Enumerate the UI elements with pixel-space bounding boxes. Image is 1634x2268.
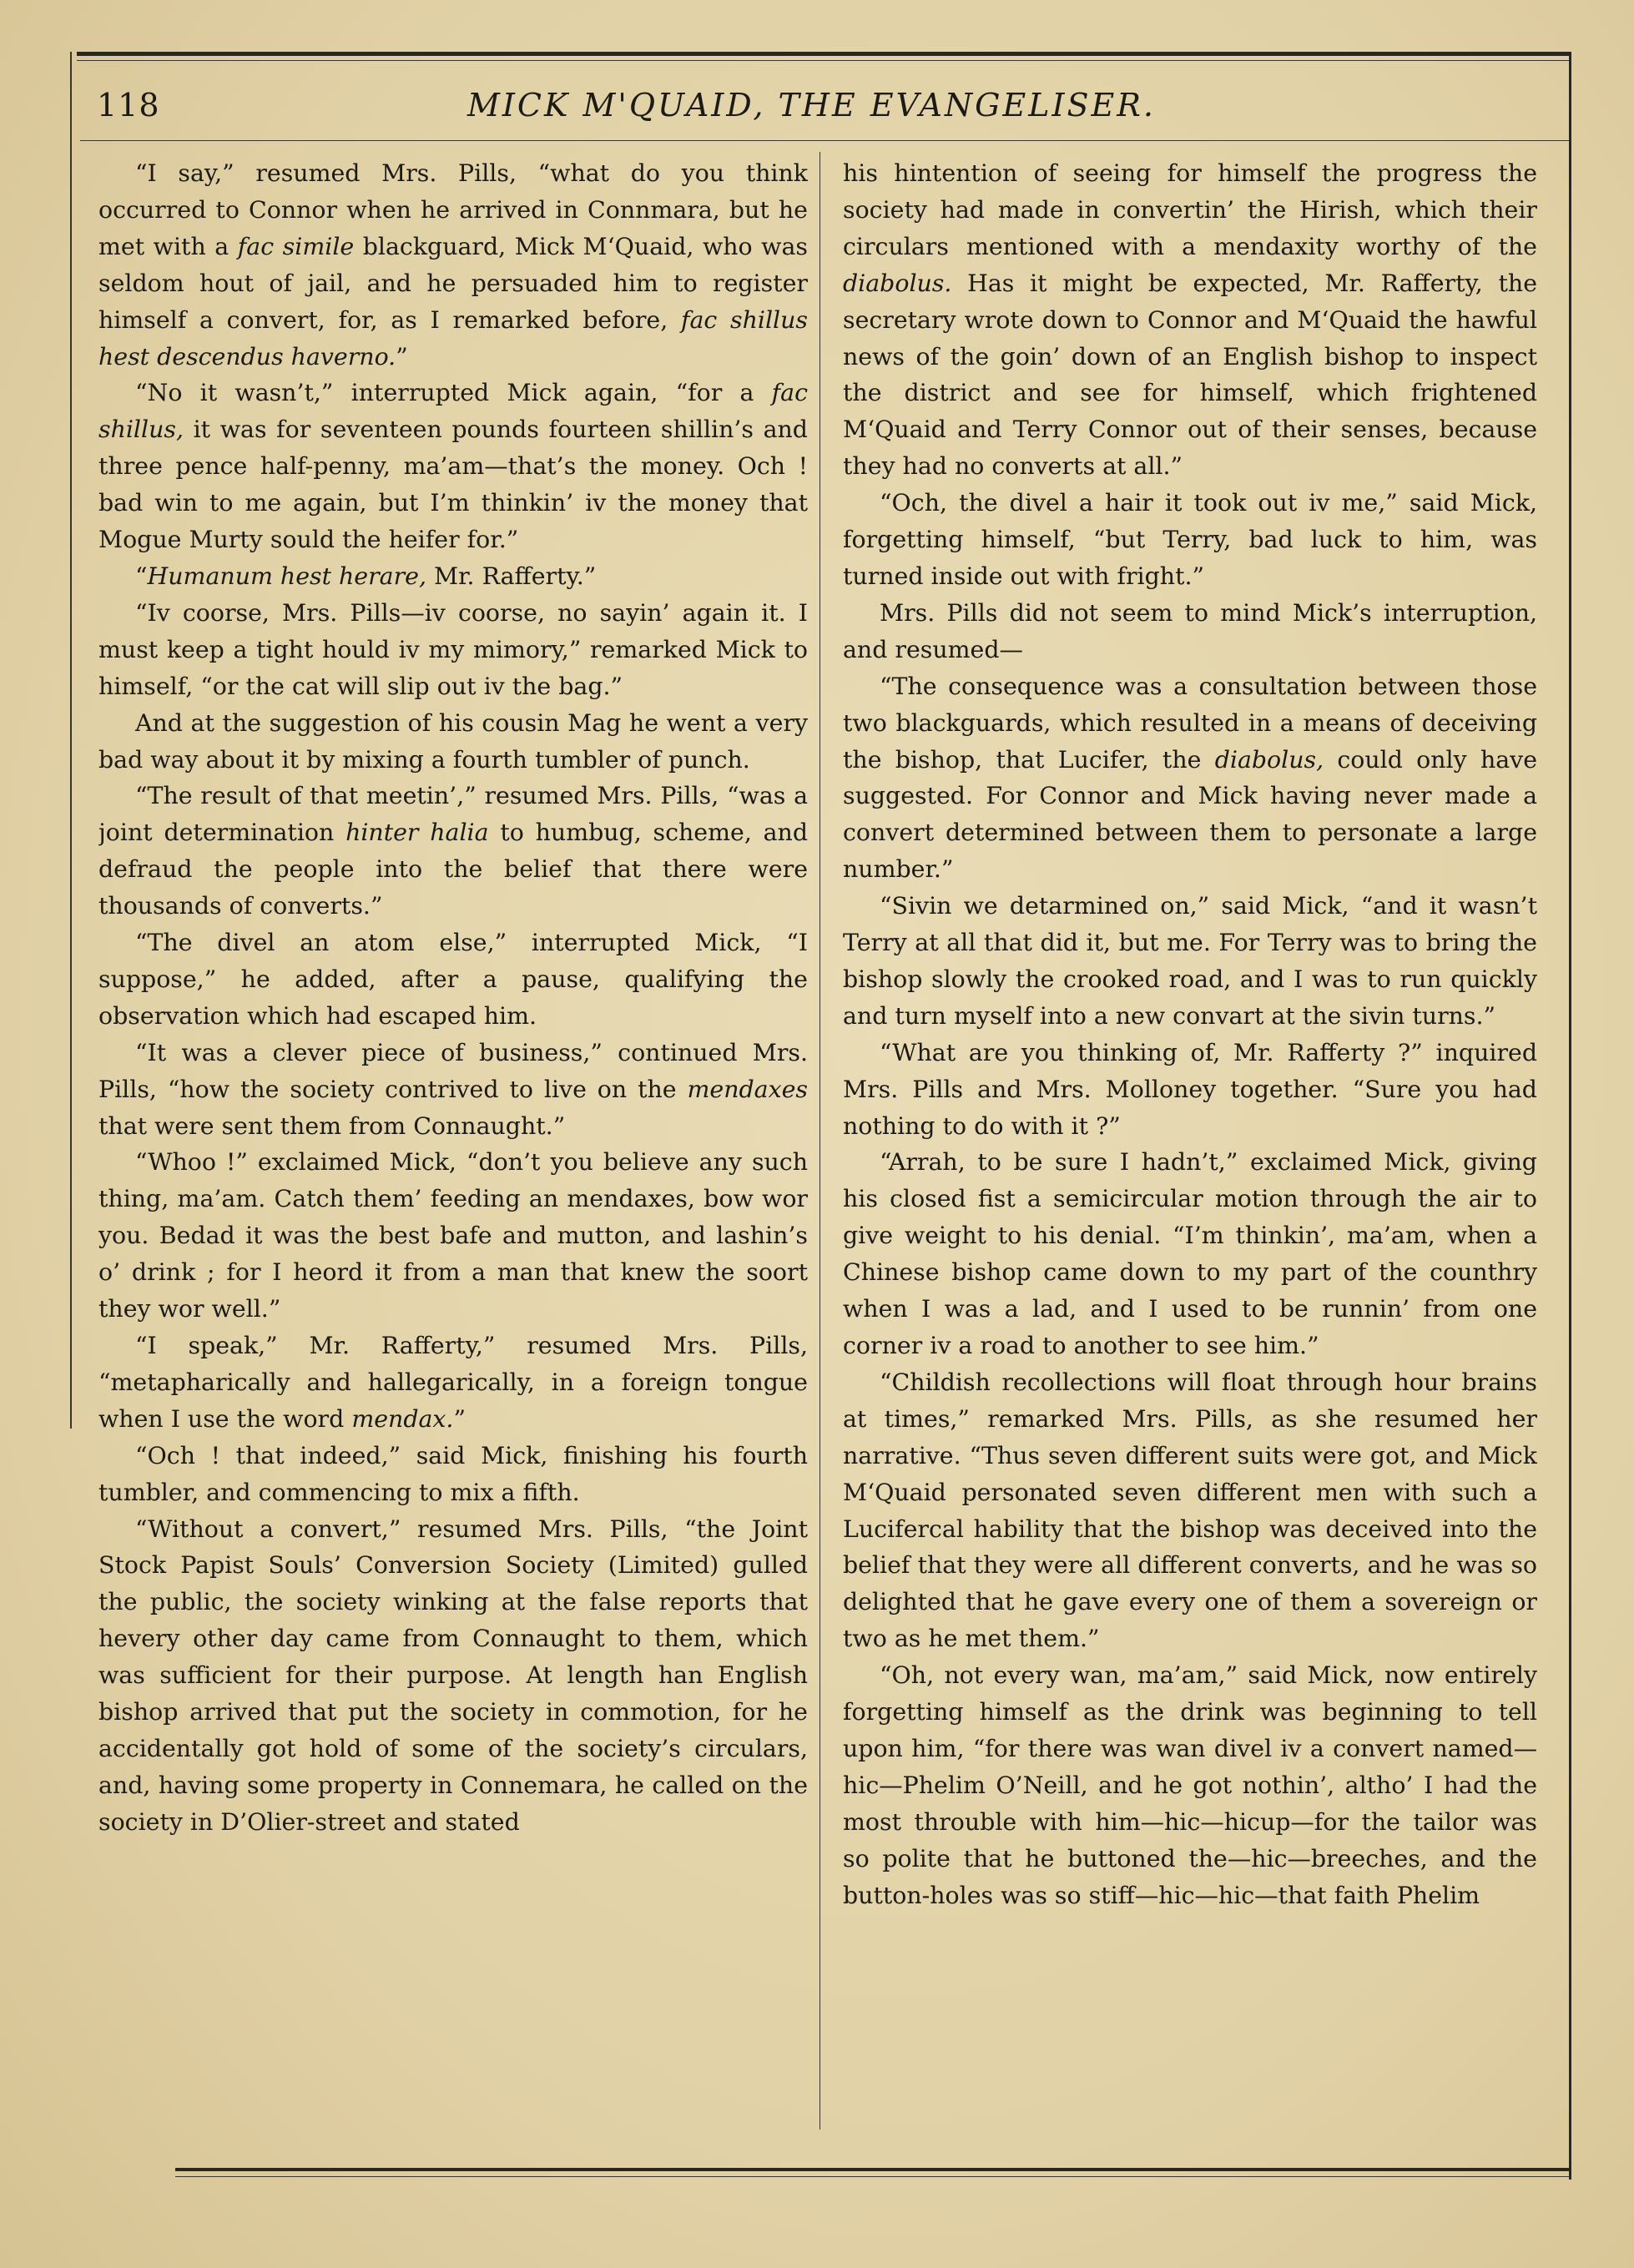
paragraph: “Without a convert,” resumed Mrs. Pills, “the Joint Stock Papist Souls’ Conversion Society (Limited) gulled the public, the society winking at the false reports that hevery other day came from Connaught to them, which was sufficient for their purpose. At length han English bishop arrived that put the society in commotion, for he accidentally got hold of some of the society’s circulars, and, having some property in Connemara, he called on the society in D’Olier-street and stated (98, 1515, 808, 1836)
paragraph: “Och, the divel a hair it took out iv me,” said Mick, forgetting himself, “but Terry, bad luck to him, was turned inside out with fright.” (843, 489, 1537, 590)
paragraph: “Arrah, to be sure I hadn’t,” exclaimed Mick, giving his closed fist a semicircular motion through the air to give weight to his denial. “I’m thinkin’, ma’am, when a Chinese bishop came down to my part of the counthry when I was a lad, and I used to be runnin’ from one corner iv a road to another to see him.” (843, 1148, 1537, 1359)
paragraph: his hintention of seeing for himself the progress the society had made in convertin’ the Hirish, which their circulars mentioned with a mendaxity worthy of the diabolus. Has it might be expected, Mr. Rafferty, the secretary wrote down to Connor and M‘Quaid the hawful news of the goin’ down of an English bishop to inspect the district and see for himself, which frightened M‘Quaid and Terry Connor out of their senses, because they had no converts at all.” (843, 159, 1537, 481)
paragraph: “Sivin we detarmined on,” said Mick, “and it wasn’t Terry at all that did it, but me. For Terry was to bring the bishop slowly the crooked road, and I was to run quickly and turn myself into a new convart at the sivin turns.” (843, 892, 1537, 1030)
paragraph: “Childish recollections will float through hour brains at times,” remarked Mrs. Pills, as she resumed her narrative. “Thus seven different suits were got, and Mick M‘Quaid personated seven different men with such a Luciferca​l hability that the bishop was deceived into the belief that they were all different converts, and he was so delighted that he gave every one of them a sovereign or two as he met them.” (843, 1368, 1537, 1653)
paragraph: “Oh, not every wan, ma’am,” said Mick, now entirely forgetting himself as the drink was beginning to tell upon him, “for there was wan divel iv a convert named—hic—Phelim O’Neill, and he got nothin’, altho’ I had the most throuble with him—hic—hicup—for the tailor was so polite that he buttoned the—hic—breeches, and the button-holes was so stiff—hic—hic—that faith Phelim (843, 1661, 1537, 1909)
running-title: MICK M'QUAID, THE EVANGELISER. (467, 87, 1156, 123)
paragraph: “The consequence was a consultation between those two blackguards, which resulted in a means of deceiving the bishop, that Lucifer, the diabolus, could only have suggested. For Connor and Mick having never made a convert determined between them to personate a large number.” (843, 672, 1537, 884)
left-border-rule (70, 52, 72, 1429)
bottom-rule-thin (175, 2176, 1569, 2177)
paragraph: “Whoo !” exclaimed Mick, “don’t you believe any such thing, ma’am. Catch them’ feeding an mendaxes, bow wor you. Bedad it was the best bafe and mutton, and lashin’s o’ drink ; for I heord it from a man that knew the soort they wor well.” (98, 1148, 808, 1323)
paragraph: “Humanum hest herare, Mr. Rafferty.” (135, 562, 597, 590)
paragraph: And at the suggestion of his cousin Mag he went a very bad way about it by mixing a fourth tumbler of punch. (98, 708, 808, 774)
left-column (98, 155, 808, 2141)
right-border-rule (1569, 52, 1571, 2180)
page-number: 118 (97, 87, 160, 123)
paragraph: “I say,” resumed Mrs. Pills, “what do you think occurred to Connor when he arrived in Connmara, but he met with a fac simile blackguard, Mick M‘Quaid, who was seldom hout of jail, and he persuaded him to register himself a convert, for, as I remarked before, fac shillus hest descendus haverno.” (98, 159, 808, 370)
paragraph: “I speak,” Mr. Rafferty,” resumed Mrs. Pills, “metapharically and hallegarically, in a foreign tongue when I use the word mendax.” (98, 1332, 808, 1433)
header-rule (80, 140, 1569, 141)
paragraph: “Och ! that indeed,” said Mick, finishing his fourth tumbler, and commencing to mix a fifth. (98, 1441, 808, 1506)
paragraph: Mrs. Pills did not seem to mind Mick’s interruption, and resumed— (843, 598, 1537, 663)
paragraph: “The divel an atom else,” interrupted Mick, “I suppose,” he added, after a pause, qualifying the observation which had escaped him. (98, 929, 808, 1030)
paragraph: “It was a clever piece of business,” continued Mrs. Pills, “how the society contrived to live on the mendaxes that were sent them from Connaught.” (98, 1038, 808, 1140)
bottom-rule (175, 2168, 1569, 2171)
top-rule-thin (77, 60, 1569, 61)
paragraph: “Iv coorse, Mrs. Pills—iv coorse, no sayin’ again it. I must keep a tight hould iv my mimory,” remarked Mick to himself, “or the cat will slip out iv the bag.” (98, 598, 808, 700)
paragraph: “The result of that meetin’,” resumed Mrs. Pills, “was a joint determination hinter halia to humbug, scheme, and defraud the people into the belief that there were thousands of converts.” (98, 782, 808, 920)
paragraph: “What are you thinking of, Mr. Rafferty ?” inquired Mrs. Pills and Mrs. Molloney together. “Sure you had nothing to do with it ?” (843, 1038, 1537, 1140)
paragraph: “No it wasn’t,” interrupted Mick again, “for a fac shillus, it was for seventeen pounds fourteen shillin’s and three pence half-penny, ma’am—that’s the money. Och ! bad win to me again, but I’m thinkin’ iv the money that Mogue Murty sould the heifer for.” (98, 379, 808, 554)
right-column (843, 155, 1537, 2141)
top-rule (77, 52, 1569, 56)
